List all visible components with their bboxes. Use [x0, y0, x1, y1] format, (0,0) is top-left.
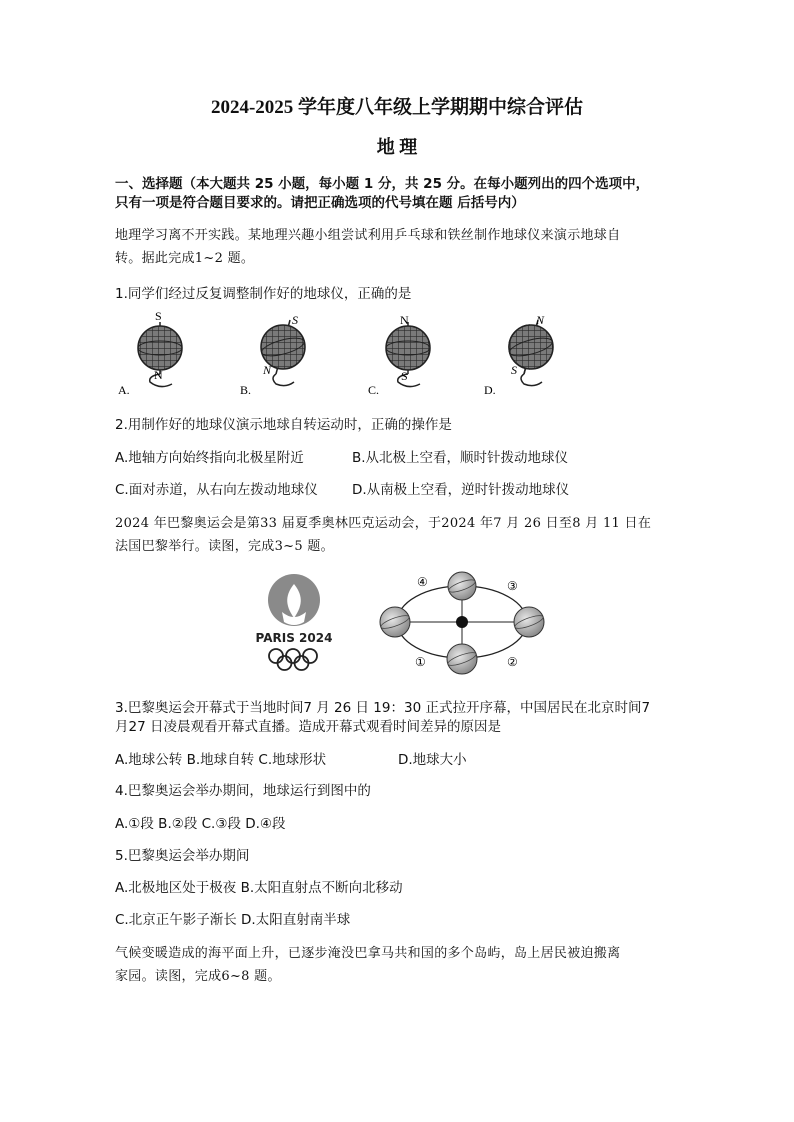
- intro2-line2: 法国巴黎举行。读图，完成3~5 题。: [115, 539, 334, 554]
- orbit-label-4: ④: [417, 575, 428, 589]
- globe-b-option: B.: [240, 383, 252, 397]
- section-heading-line2: 只有一项是符合题目要求的。请把正确选项的代号填在题 后括号内）: [115, 195, 525, 211]
- q2-option-d: D.从南极上空看，逆时针拨动地球仪: [352, 482, 570, 498]
- globe-b-top-pole: S: [292, 313, 298, 327]
- q4-options: A.①段 B.②段 C.③段 D.④段: [115, 816, 286, 832]
- globe-c: [368, 313, 430, 397]
- orbit-label-1: ①: [415, 655, 426, 669]
- globe-a-top-pole: S: [155, 312, 162, 323]
- q5-options-line2: C.北京正午影子渐长 D.太阳直射南半球: [115, 912, 351, 928]
- exam-title: 2024-2025 学年度八年级上学期期中综合评估: [210, 97, 584, 118]
- intro2-line1: 2024 年巴黎奥运会是第33 届夏季奥林匹克运动会，于2024 年7 月 26 日至8 月 11 日在: [115, 516, 652, 531]
- globe-c-bottom-pole: S: [401, 369, 408, 383]
- sun-icon: [456, 616, 468, 628]
- q3-options-abc: A.地球公转 B.地球自转 C.地球形状: [115, 752, 327, 768]
- globe-c-top-pole: N: [400, 313, 409, 327]
- paris-2024-logo: [246, 572, 346, 676]
- globe-a-option: A.: [118, 383, 130, 397]
- globe-d-top-pole: N: [536, 313, 545, 327]
- q3-option-d: D.地球大小: [398, 752, 467, 768]
- globe-c-option: C.: [368, 383, 380, 397]
- earth-top: [447, 572, 476, 600]
- q2-option-c: C.面对赤道，从右向左拨动地球仪: [115, 482, 318, 498]
- earth-left: [380, 607, 411, 637]
- subject-title: 地 理: [376, 137, 418, 157]
- q3-line1: 3.巴黎奥运会开幕式于当地时间7 月 26 日 19：30 正式拉开序幕，中国居民在北京时间7: [115, 700, 651, 716]
- globe-d-bottom-pole: S: [511, 363, 517, 377]
- earth-bottom: [447, 644, 478, 674]
- q1-stem: 1.同学们经过反复调整制作好的地球仪，正确的是: [115, 286, 412, 302]
- q2-stem: 2.用制作好的地球仪演示地球自转运动时，正确的操作是: [115, 417, 452, 433]
- q5-options-line1: A.北极地区处于极夜 B.太阳直射点不断向北移动: [115, 880, 403, 896]
- olympic-rings-icon: [269, 649, 317, 670]
- intro3-line2: 家园。读图，完成6~8 题。: [115, 969, 281, 984]
- section-heading-line1: 一、选择题（本大题共 25 小题，每小题 1 分，共 25 分。在每小题列出的四个选项中，: [115, 176, 650, 192]
- q5-stem: 5.巴黎奥运会举办期间: [115, 848, 250, 864]
- earth-right: [514, 607, 545, 637]
- globe-a-bottom-pole: N: [154, 368, 163, 382]
- q2-option-a: A.地轴方向始终指向北极星附近: [115, 450, 304, 466]
- q4-stem: 4.巴黎奥运会举办期间，地球运行到图中的: [115, 783, 371, 799]
- orbit-label-2: ②: [507, 655, 518, 669]
- q3-line2: 月27 日凌晨观看开幕式直播。造成开幕式观看时间差异的原因是: [115, 719, 501, 735]
- intro1-line1: 地理学习离不开实践。某地理兴趣小组尝试利用乒乓球和铁丝制作地球仪来演示地球自: [115, 228, 621, 243]
- q1-globes-figure: [110, 312, 530, 400]
- globe-d-option: D.: [484, 383, 496, 397]
- intro1-line2: 转。据此完成1~2 题。: [115, 251, 255, 266]
- globe-d-figure: [480, 312, 560, 400]
- globe-a: [118, 312, 182, 397]
- q2-option-b: B.从北极上空看，顺时针拨动地球仪: [352, 450, 569, 466]
- earth-orbit-diagram: [365, 570, 560, 680]
- globe-b: [240, 313, 306, 397]
- intro3-line1: 气候变暖造成的海平面上升，已逐步淹没巴拿马共和国的多个岛屿，岛上居民被迫搬离: [115, 946, 621, 961]
- globe-b-bottom-pole: N: [263, 363, 272, 377]
- logo-text: PARIS 2024: [255, 631, 333, 645]
- orbit-label-3: ③: [507, 579, 518, 593]
